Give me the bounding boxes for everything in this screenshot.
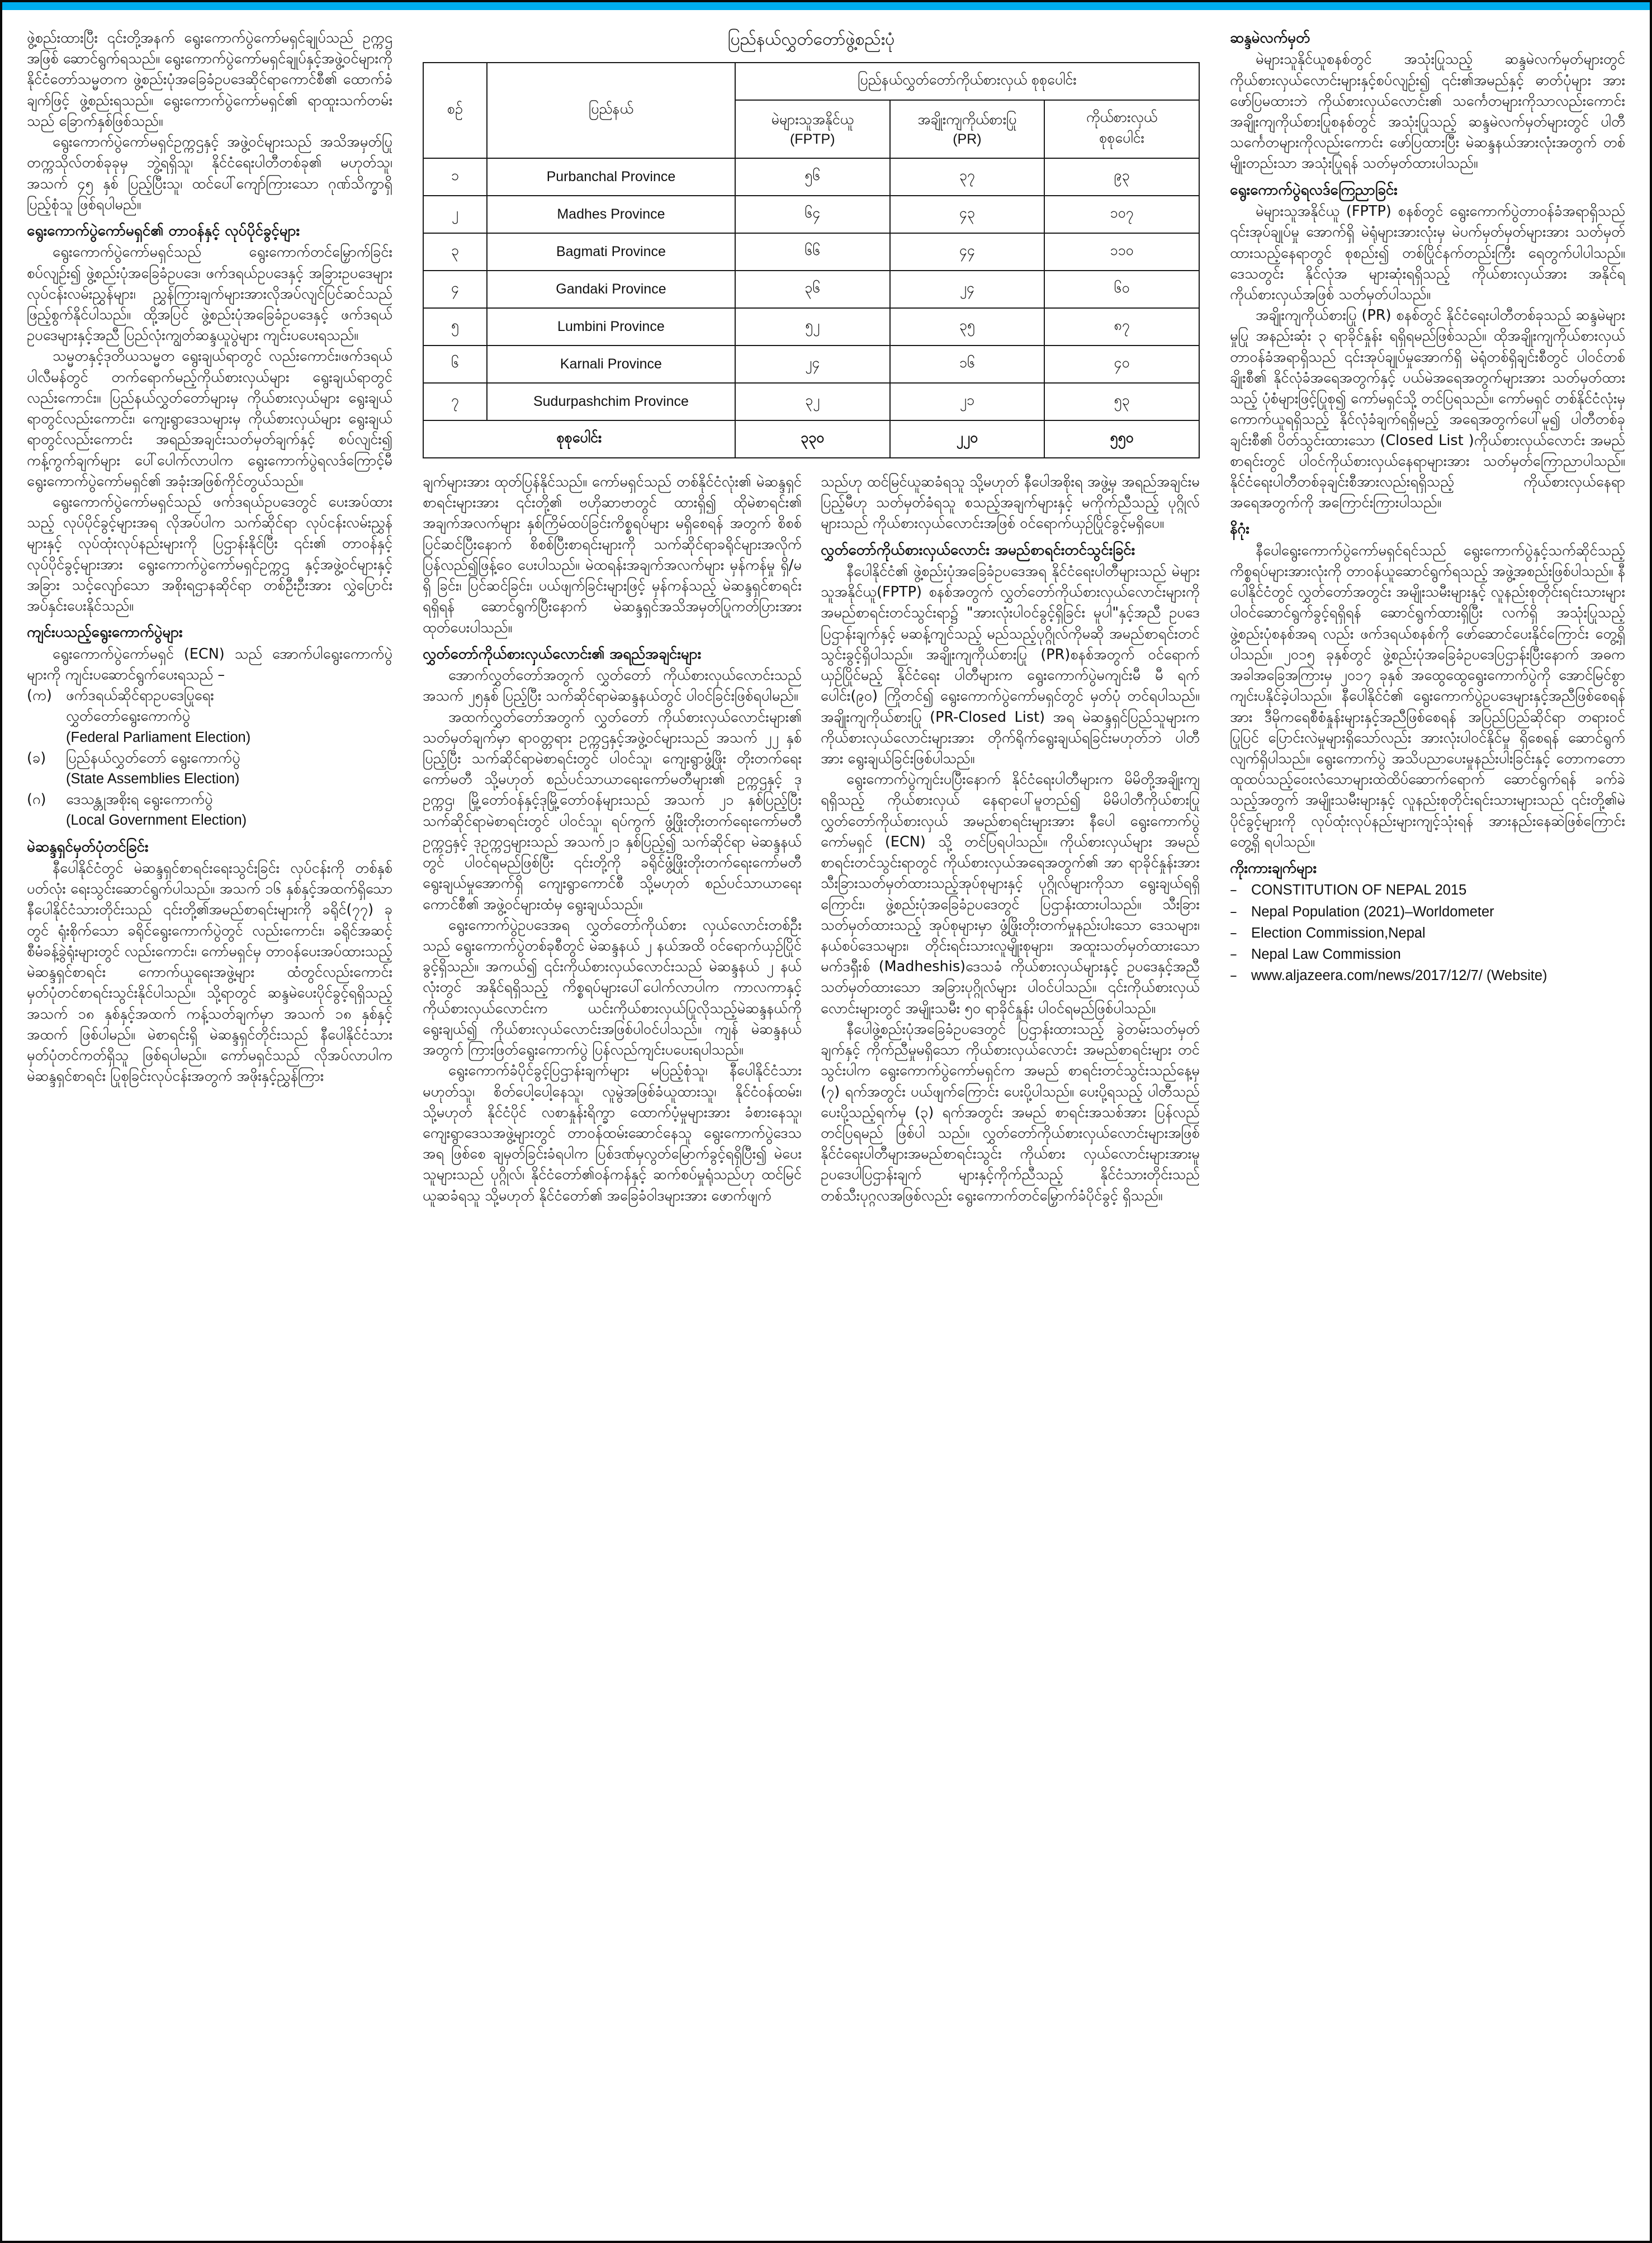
list-marker: (ခ)	[27, 749, 46, 766]
cell-total-fptp: ၃၃၀	[735, 420, 890, 458]
mid-left-paragraph-2: အောက်လွှတ်တော်အတွက် လွှတ်တော် ကိုယ်စားလှယ်လောင်းသည် အသက် ၂၅နှစ် ပြည့်ပြီး သက်ဆိုင်ရာမဲဆန္ဒနယ်တွင် ပါဝင်ခြင်းဖြစ်ရပါမည်။	[422, 667, 802, 705]
reference-item	[1230, 944, 1625, 965]
heading-ecn-duties: ရွေးကောက်ပွဲကော်မရှင်၏ တာဝန်နှင့် လုပ်ပိုင်ခွင့်များ	[27, 222, 300, 239]
mid-left-paragraph-3: အထက်လွှတ်တော်အတွက် လွှတ်တော် ကိုယ်စားလှယ်လောင်းများ၏ သတ်မှတ်ချက်မှာ ရာဝတ္တရား ဥက္ကဌနှင့်အဖွဲ့ဝင်များသည် အသက် ၂၂ နှစ်ပြည့်ပြီး သက်ဆိုင်ရာမဲစာရင်းတွင် ပါဝင်သူ၊ ကျေးရွာဖွံ့ဖြိုး တိုးတက်ရေးကော်မတီ သို့မဟုတ် စည်ပင်သာယာရေးကော်မတီများ၏ ဥက္ကဌနှင့် ဒုဥက္ကဌ၊ မြို့တော်ဝန်နှင့်ဒုမြို့တော်ဝန်များသည် အသက် ၂၁ နှစ်ပြည့်ပြီး သက်ဆိုင်ရာမဲစာရင်းတွင် ပါဝင်သူ၊ ရပ်ကွက် ဖွံ့ဖြိုးတိုးတက်ရေးကော်မတီဥက္ကဌနှင့် ဒုဥက္ကဌများသည် အသက်၂၁ နှစ်ပြည့်၍ သက်ဆိုင်ရာ မဲဆန္ဒနယ်တွင် ပါဝင်ရမည်ဖြစ်ပြီး ၎င်းတို့ကို ခရိုင်ဖွံ့ဖြိုးတိုးတက်ရေးကော်မတီ ရွေးချယ်မှုအောက်ရှိ ကျေးရွာကောင်စီ သို့မဟုတ် စည်ပင်သာယာရေး ကောင်စီ၏ အဖွဲ့ဝင်များထံမှ ရွေးချယ်သည်။	[422, 708, 802, 913]
heading-voter-registration: မဲဆန္ဒရှင်မှတ်ပုံတင်ခြင်း	[27, 838, 149, 855]
reference-dash: –	[1229, 882, 1237, 899]
column-header-total-line2: စုစုပေါင်း	[1099, 130, 1144, 146]
cell-fptp: ၃၆	[735, 271, 890, 308]
table-body	[423, 158, 1199, 458]
list-line: ဖက်ဒရယ်ဆိုင်ရာဥပဒေပြုရေး	[66, 687, 214, 704]
cell-no: ၁	[423, 158, 487, 196]
reference-text: Election Commission,Nepal	[1251, 925, 1426, 941]
table-header-row-1	[423, 63, 1199, 100]
table-row	[423, 346, 1199, 383]
cell-total-label: စုစုပေါင်း	[423, 420, 735, 458]
column-header-fptp	[735, 100, 890, 158]
column-header-pr-line1: အချိုးကျကိုယ်စားပြု	[917, 111, 1017, 127]
middle-right-subcolumn	[821, 472, 1200, 1206]
left-paragraph-7: နီပေါနိုင်ငံတွင် မဲဆန္ဒရှင်စာရင်းရေးသွင်းခြင်း လုပ်ငန်းကို တစ်နှစ်ပတ်လုံး ရေးသွင်းဆောင်ရွက်ပါသည်။ အသက် ၁၆ နှစ်နှင့်အထက်ရှိသော နီပေါနိုင်ငံသားတိုင်းသည် ၎င်းတို့၏အမည်စာရင်းများကို ခရိုင်(၇၇) ခုတွင် ရုံးစိုက်သော ခရိုင်ရွေးကောက်ပွဲတွင် လည်းကောင်း၊ ခရိုင်အဆင့် စီမံခန့်ခွဲရုံးများတွင် လည်းကောင်း၊ ကော်မရှင်မှ တာဝန်ပေးအပ်ထားသည့် မဲဆန္ဒရှင်စာရင်း ကောက်ယူရေးအဖွဲ့များ ထံတွင်လည်းကောင်း မှတ်ပုံတင်စာရင်းသွင်းနိုင်ပါသည်။ သို့ရာတွင် ဆန္ဒမဲပေးပိုင်ခွင့်ရရှိသည့် အသက် ၁၈ နှစ်နှင့်အထက် ကန့်သတ်ချက်မှာ အသက် ၁၈ နှစ်နှင့်အထက် ဖြစ်ပါမည်။ မဲစာရင်းရှိ မဲဆန္ဒရှင်တိုင်းသည် နီပေါနိုင်ငံသားမှတ်ပုံတင်ကတ်ရှိသူ ဖြစ်ရပါမည်။ ကော်မရှင်သည် လိုအပ်လာပါက မဲဆန္ဒရှင်စာရင်း ပြုစုခြင်းလုပ်ငန်းအတွက် အဖိုးနှင့်ညွှန်ကြား	[27, 860, 392, 1085]
middle-column	[408, 28, 1214, 1206]
heading-ballot-paper: ဆန္ဒမဲလက်မှတ်	[1229, 30, 1310, 46]
table-row	[423, 308, 1199, 346]
mid-left-paragraph-1: ချက်များအား ထုတ်ပြန်နိုင်သည်။ ကော်မရှင်သည် တစ်နိုင်ငံလုံး၏ မဲဆန္ဒရှင်စာရင်းများအား ၎င်းတို့၏ ဗဟိုဆာဗာတွင် ထားရှိ၍ ထိုမဲစာရင်း၏ အချက်အလက်များ နှစ်ကြိမ်ထပ်ခြင်းကိစ္စရပ်များ မရှိစေရန် အတွက် စိစစ်ပြင်ဆင်ပြီးနောက် စိစစ်ပြီးစာရင်းများကို သက်ဆိုင်ရာခရိုင်များအလိုက် ပြန်လည်၍ဖြန့်ဝေ ပေးပါသည်။ မဲထရန်းအချက်အလက်များ မှန်ကန်မှု ရှိ/မရှိ ခြင်း၊ ပြင်ဆင်ခြင်း၊ ပယ်ဖျက်ခြင်းများဖြင့် မှန်ကန်သည့် မဲဆန္ဒရှင်စာရင်းရရှိရန် ဆောင်ရွက်ပြီးနောက် မဲဆန္ဒရှင်အသိအမှတ်ပြုကတ်ပြားအား ထုတ်ပေးပါသည်။	[422, 474, 802, 636]
middle-left-subcolumn	[423, 472, 802, 1206]
reference-item	[1230, 879, 1625, 901]
cell-pr: ၃၇	[890, 158, 1045, 196]
column-header-pr	[890, 100, 1045, 158]
heading-result-announcement: ရွေးကောက်ပွဲရလဒ်ကြေညာခြင်း	[1229, 181, 1398, 198]
cell-no: ၅	[423, 308, 487, 346]
reference-text: Nepal Law Commission	[1251, 947, 1401, 963]
cell-pr: ၁၆	[890, 346, 1045, 383]
cell-pr: ၂၄	[890, 271, 1045, 308]
table-row	[423, 271, 1199, 308]
cell-no: ၂	[423, 196, 487, 233]
column-group-header-total-reps: ပြည်နယ်လွှတ်တော်ကိုယ်စားလှယ် စုစုပေါင်း	[735, 63, 1199, 100]
reference-text: Nepal Population (2021)–Worldometer	[1251, 903, 1494, 920]
heading-conclusion: နိဂုံး	[1229, 520, 1249, 538]
middle-text-split	[423, 472, 1200, 1206]
cell-province: Gandaki Province	[487, 271, 735, 308]
heading-candidate-nomination: လွှတ်တော်ကိုယ်စားလှယ်လောင်း အမည်စာရင်းတင်သွင်းခြင်း	[820, 541, 1135, 559]
list-body	[66, 748, 392, 769]
right-paragraph-2: မဲများသူအနိုင်ယူ (FPTP) စနစ်တွင် ရွေးကောက်ပွဲတာဝန်ခံအရာရှိသည် ၎င်းအုပ်ချုပ်မှု အောက်ရှိ မဲရုံများအားလုံးမှ မဲပက်မှတ်မှတ်များအား သတ်မှတ်ထားသည့်နေရာတွင် စုစည်း၍ တစ်ပြိုင်နက်တည်းကြီး ရေတွက်ပါပါသည်။ ဒေသတွင်း နိုင်လုံအ များဆုံးရရှိသည့် ကိုယ်စားလှယ်အား အနိုင်ရကိုယ်စားလှယ်အဖြစ် သတ်မှတ်ပါသည်။	[1229, 203, 1625, 303]
right-column	[1214, 28, 1625, 1206]
table-row	[423, 158, 1199, 196]
cell-fptp: ၆၄	[735, 196, 890, 233]
left-paragraph-6: ရွေးကောက်ပွဲကော်မရှင် (ECN) သည် အောက်ပါရွေးကောက်ပွဲများကို ကျင်းပဆောင်ရွက်ပေးရသည် –	[27, 645, 392, 683]
cell-province: Sudurpashchim Province	[487, 383, 735, 420]
mid-right-paragraph-2: နီပေါနိုင်ငံ၏ ဖွဲ့စည်းပုံအခြေခံဥပဒေအရ နိုင်ငံရေးပါတီများသည် မဲများသူအနိုင်ယူ(FPTP) စနစ်အတွက် လွှတ်တော်ကိုယ်စားလှယ်လောင်းများကို အမည်စာရင်းတင်သွင်းရာ၌ "အားလုံးပါဝင်ခွင့်ရှိခြင်း မူပါ"နှင့်အညီ ဥပဒေပြဌာန်းချက်နှင့် မဆန့်ကျင်သည့် မည်သည့်ပုဂ္ဂိုလ်ကိုမဆို အမည်စာရင်းတင်သွင်းခွင့်ရှိပါသည်။ အချိုးကျကိုယ်စားပြု (PR)စနစ်အတွက် ဝင်ရောက်ယှဉ်ပြိုင်မည့် နိုင်ငံရေး ပါတီများက ရွေးကောက်ပွဲမကျင်းမီ မီ ရက်ပေါင်း(၉၀) ကြိုတင်၍ ရွေးကောက်ပွဲကော်မရှင်တွင် မှတ်ပုံ တင်ရပါသည်။ အချိုးကျကိုယ်စားပြု (PR-Closed List) အရ မဲဆန္ဒရှင်ပြည်သူများက ကိုယ်စားလှယ်လောင်းများအား တိုက်ရိုက်ရွေးချယ်ရခြင်းမဟုတ်ဘဲ ပါတီအား ရွေးချယ်ခြင်းဖြစ်ပါသည်။	[820, 563, 1200, 768]
mid-right-paragraph-3: ရွေးကောက်ပွဲကျင်းပပြီးနောက် နိုင်ငံရေးပါတီများက မိမိတို့အချိုးကျရရှိသည့် ကိုယ်စားလှယ် နေရာပေါ်မူတည်၍ မိမိပါတီကိုယ်စားပြု လွှတ်တော်ကိုယ်စားလှယ် အမည်စာရင်းများအား နီပေါ ရွေးကောက်ပွဲကော်မရှင် (ECN) သို့ တင်ပြရပါသည်။ ကိုယ်စားလှယ်များ အမည်စာရင်းတင်သွင်းရာတွင် ကိုယ်စားလှယ်အရေအတွက်၏ အာ ရာခိုင်နှုန်းအား သီးခြားသတ်မှတ်ထားသည့်အုပ်စုများနှင့် ပုဂ္ဂိုလ်များကိုသာ ရွေးချယ်ရရှိကြောင်း၊ ဖွဲ့စည်းပုံအခြေခံဥပဒေတွင် ပြဌာန်းထားပါသည်။ သီးခြားသတ်မှတ်ထားသည့် အုပ်စုများမှာ ဖွံ့ဖြိုးတိုးတက်မှုနည်းပါးသော ဒေသများ၊ နယ်စပ်ဒေသများ၊ တိုင်းရင်းသားလူမျိုးစုများ၊ အထူးသတ်မှတ်ထားသော မက်ဒရှီးစ် (Madheshis)ဒေသခံ ကိုယ်စားလှယ်များနှင့် ဥပဒေနှင့်အညီ သတ်မှတ်ထားသော အခြားပုဂ္ဂိုလ်များ ပါဝင်ပါသည်။ ၎င်းကိုယ်စားလှယ်လောင်းများတွင် အမျိုးသမီး ၅၀ ရာခိုင်နှုန်း ပါဝင်ရမည်ဖြစ်ပါသည်။	[820, 771, 1200, 1017]
cell-total: ၁၁၀	[1044, 233, 1199, 271]
column-header-fptp-line2: (FPTP)	[789, 131, 835, 147]
heading-elections-held: ကျင်းပသည့်ရွေးကောက်ပွဲများ	[27, 624, 183, 641]
reference-item	[1230, 922, 1625, 944]
list-item	[27, 789, 392, 810]
province-representation-table	[423, 62, 1200, 458]
mid-left-paragraph-4: ရွေးကောက်ပွဲဥပဒေအရ လွှတ်တော်ကိုယ်စား လှယ်လောင်းတစ်ဦးသည် ရွေးကောက်ပွဲတစ်ခုစီတွင် မဲဆန္ဒနယ် ၂ နယ်အထိ ဝင်ရောက်ယှဉ်ပြိုင်ခွင့်ရှိသည်။ အကယ်၍ ၎င်းကိုယ်စားလှယ်လောင်းသည် မဲဆန္ဒနယ် ၂ နယ်လုံးတွင် အနိုင်ရရှိသည့် ကိစ္စရပ်များပေါ်ပေါက်လာပါက ကာလကာနှင့် ကိုယ်စားလှယ်လောင်းက ယင်းကိုယ်စားလှယ်ပြုလိုသည့်မဲဆန္ဒနယ်ကို ရွေးချယ်၍ ကိုယ်စားလှယ်လောင်းအဖြစ်ပါဝင်ပါသည်။ ကျန် မဲဆန္ဒနယ်အတွက် ကြားဖြတ်ရွေးကောက်ပွဲ ပြန်လည်ကျင်းပပေးရပါသည်။	[422, 916, 802, 1059]
heading-candidate-qualifications: လွှတ်တော်ကိုယ်စားလှယ်လောင်း၏ အရည်အချင်းများ	[422, 645, 702, 663]
cell-no: ၃	[423, 233, 487, 271]
cell-pr: ၂၁	[890, 383, 1045, 420]
cell-total-all: ၅၅၀	[1044, 420, 1199, 458]
cell-total: ၈၇	[1044, 308, 1199, 346]
left-paragraph-2: ရွေးကောက်ပွဲကော်မရှင်ဥက္ကဌနှင့် အဖွဲ့ဝင်များသည် အသိအမှတ်ပြုတက္ကသိုလ်တစ်ခုခုမှ ဘွဲ့ရရှိသူ၊ နိုင်ငံရေးပါတီတစ်ခု၏ မဟုတ်သူ၊ အသက် ၄၅ နှစ် ပြည့်ပြီးသူ၊ ထင်ပေါ်ကျော်ကြားသော ဂုဏ်သိက္ခာရှိပြည့်စုံသူ ဖြစ်ရပါမည်။	[27, 134, 392, 213]
left-column	[27, 28, 408, 1206]
cell-total-pr: ၂၂၀	[890, 420, 1045, 458]
column-header-pr-line2: (PR)	[953, 131, 982, 147]
left-paragraph-1: ဖွဲ့စည်းထားပြီး ၎င်းတို့အနက် ရွေးကောက်ပွဲကော်မရှင်ချုပ်သည် ဥက္ကဌအဖြစ် ဆောင်ရွက်ရသည်။ ရွေးကောက်ပွဲကော်မရှင်ချုပ်နှင့်အဖွဲ့ဝင်များကို နိုင်ငံတော်သမ္မတက ဖွဲ့စည်းပုံအခြေခံဥပဒေဆိုင်ရာကောင်စီ၏ ထောက်ခံချက်ဖြင့် ဖွဲ့စည်းရသည်။ ရွေးကောက်ပွဲကော်မရှင်၏ ရာထူးသက်တမ်းသည် ခြောက်နှစ်ဖြစ်သည်။	[27, 30, 392, 130]
cell-total: ၄၀	[1044, 346, 1199, 383]
reference-dash: –	[1229, 924, 1237, 941]
cell-province: Madhes Province	[487, 196, 735, 233]
cell-pr: ၄၃	[890, 196, 1045, 233]
list-item	[27, 685, 392, 706]
cell-fptp: ၃၂	[735, 383, 890, 420]
accent-top-bar	[2, 2, 1650, 10]
list-marker: (က)	[27, 687, 52, 704]
column-header-fptp-line1: မဲများသူအနိုင်ယူ	[771, 111, 854, 127]
list-marker: (ဂ)	[27, 791, 46, 808]
mid-right-paragraph-4: နီပေါဖွဲ့စည်းပုံအခြေခံဥပဒေတွင် ပြဌာန်းထားသည့် ခွဲတမ်းသတ်မှတ်ချက်နှင့် ကိုက်ညီမှုမရှိသော ကိုယ်စားလှယ်လောင်း အမည်စာရင်းများ တင်သွင်းပါက ရွေးကောက်ပွဲကော်မရှင်က အမည် စာရင်းတင်သွင်းသည်နေ့မှ (၇) ရက်အတွင်း ပယ်ဖျက်ကြောင်း ပေးပို့ပါသည်။ ပေးပို့ရသည့် ပါတီသည် ပေးပို့သည့်ရက်မှ (၃) ရက်အတွင်း အမည် စာရင်းအသစ်အား ပြန်လည်တင်ပြရမည် ဖြစ်ပါ သည်။ လွှတ်တော်ကိုယ်စားလှယ်လောင်းများအဖြစ် နိုင်ငံရေးပါတီများအမည်စာရင်းသွင်း ကိုယ်စား လှယ်လောင်းများအားမူ ဥပဒေပါပြဌာန်းချက် များနှင့်ကိုက်ညီသည့် နိုင်ငံသားတိုင်းသည် တစ်သီးပုဂ္ဂလအဖြစ်လည်း ရွေးကောက်တင်မြှောက်ခံပိုင်ခွင့် ရှိသည်။	[820, 1020, 1200, 1204]
three-column-layout	[2, 2, 1650, 1223]
cell-fptp: ၅၆	[735, 158, 890, 196]
left-paragraph-4: သမ္မတနှင့်ဒုတိယသမ္မတ ရွေးချယ်ရာတွင် လည်းကောင်း၊ဖက်ဒရယ်ပါလီမန်တွင် တက်ရောက်မည့်ကိုယ်စားလှယ်များ ရွေးချယ်ရာတွင် လည်းကောင်း။ ပြည်နယ်လွှတ်တော်များမှ ကိုယ်စားလှယ်များ ရွေးချယ်ရာတွင်လည်းကောင်း၊ ကျေးရွာဒေသများမှ ကိုယ်စားလှယ်များ ရွေးချယ်ရာတွင်လည်းကောင်း အရည်အချင်းသတ်မှတ်ချက်နှင့် စပ်လျင်း၍ ကန့်ကွက်ချက်များ ပေါ်ပေါက်လာပါက ရွေးကောက်ပွဲရလဒ်ကြောင့်မီ ရွေးကောက်ပွဲကော်မရှင်၏ အခုံးအဖြစ်ကိုင်တွယ်သည်။	[27, 348, 392, 490]
cell-total: ၉၃	[1044, 158, 1199, 196]
cell-total: ၅၃	[1044, 383, 1199, 420]
cell-province: Lumbini Province	[487, 308, 735, 346]
cell-pr: ၃၅	[890, 308, 1045, 346]
list-line-english: (Federal Parliament Election)	[66, 729, 251, 745]
list-line: လွှတ်တော်ရွေးကောက်ပွဲ	[66, 708, 191, 725]
table-total-row	[423, 420, 1199, 458]
list-line-english: (State Assemblies Election)	[66, 771, 240, 787]
cell-province: Bagmati Province	[487, 233, 735, 271]
cell-no: ၇	[423, 383, 487, 420]
list-line: ဒေသန္တုအစိုးရ ရွေးကောက်ပွဲ	[66, 791, 213, 808]
table-row	[423, 233, 1199, 271]
table-row	[423, 383, 1199, 420]
mid-left-paragraph-5: ရွေးကောက်ခံပိုင်ခွင့်ပြဌာန်းချက်များ မပြည့်စုံသူ၊ နီပေါနိုင်ငံသားမဟုတ်သူ၊ စိတ်ပေါ့ပေါ့နေသူ၊ လူမွဲအဖြစ်ခံယူထားသူ၊ နိုင်ငံဝန်ထမ်း၊ သို့မဟုတ် နိုင်ငံပိုင် လစာနှုန်းရိက္ခာ ထောက်ပံ့မှုများအား ခံစားနေသူ၊ ကျေးရွာဒေသအဖွဲ့များတွင် တာဝန်ထမ်းဆောင်နေသူ ရွေးကောက်ပွဲဒေသအရ ဖြစ်စေ ချမှတ်ခြင်းခံရပါက ပြစ်ဒဏ်မှလွတ်မြောက်ခွင့်ရရှိပြီး၍ မဲပေးသူများသည် ပုဂ္ဂိုလ်၊ နိုင်ငံတော်၏ဝန်ကန်နှင့် ဆက်စပ်မှုရုံသည်ဟု ထင်မြင်ယူဆခံရသူ သို့မဟုတ် နိုင်ငံတော်၏ အခြေခံဝါဒများအား ဖောက်ဖျက်	[422, 1062, 802, 1204]
cell-fptp: ၅၂	[735, 308, 890, 346]
right-paragraph-4: နီပေါရွေးကောက်ပွဲကော်မရှင်ရင်သည် ရွေးကောက်ပွဲနှင့်သက်ဆိုင်သည့် ကိစ္စရပ်များအားလုံးကို တာဝန်ယူဆောင်ရွက်ရသည့် အဖွဲ့အစည်းဖြစ်ပါသည်။ နီပေါနိုင်ငံတွင် လွှတ်တော်အတွင်း အမျိုးသမီးများနှင့် လူနည်းစုတိုင်းရင်းသားများ ပါဝင်ဆောင်ရွက်ခွင့်ရရှိရန် ဆောင်ရွက်ထားရှိပြီး လက်ရှိ အသုံးပြုသည့် ဖွဲ့စည်းပုံစနစ်အရ လည်း ဖက်ဒရယ်စနစ်ကို ဖော်ဆောင်ပေးနိုင်ကြောင်း တွေ့ရှိပါသည်။ ၂၀၁၅ ခုနှစ်တွင် ဖွဲ့စည်းပုံအခြေခံဥပဒေပြဌာန်းပြီးနောက် အဓက အခါအခြေအကြားမှ ၂၀၁၇ ခုနှစ် အထွေထွေရွေးကောက်ပွဲကို အောင်မြင်စွာ ကျင်းပနိုင်ခဲ့ပါသည်။ နီပေါနိုင်ငံ၏ ရွေးကောက်ပွဲဥပဒေများနှင့်အညီဖြစ်စေရန် အား ဒီမိုကရေစီစံနှုန်းများနှင့်အညီဖြစ်စေရန် အပြည်ပြည်ဆိုင်ရာ တရားဝင်ပြုပြင် ပြောင်းလဲမှုများရှိသော်လည်း အားလုံးပါဝင်နိုင်မှု ရှိစေရန် ဆောင်ရွက်လျက်ရှိပါသည်။ ရွေးကောက်ပွဲ အသိပညာပေးမှုနည်းပါးခြင်းနှင့် တောကတော ထူထပ်သည့်ဝေးလံသောများထဲထိပ်ဆောက်ရောက် ဆောင်ရွက်ရန် ခက်ခဲသည့်အတွက် အမျိုးသမီးများနှင့် လူနည်းစုတိုင်းရင်းသားများသည် ၎င်းတို့၏မဲပိုင်ခွင့်များကို လုပ်ထုံးလုပ်နည်းများကျင့်သုံးရန် အားနည်းနေဆဲဖြစ်ကြောင်း တွေ့ရှိ ရပါသည်။	[1229, 542, 1625, 850]
list-line-english: (Local Government Election)	[66, 812, 247, 829]
reference-dash: –	[1229, 946, 1237, 963]
right-paragraph-3: အချိုးကျကိုယ်စားပြု (PR) စနစ်တွင် နိုင်ငံရေးပါတီတစ်ခုသည် ဆန္ဒမဲများမှုပြု အနည်းဆုံး ၃ ရာခိုင်နှုန်း ရရှိရမည်ဖြစ်သည်။ ထိုအချိုးကျကိုယ်စားလှယ်တာဝန်ခံအရာရှိသည် ၎င်းအုပ်ချုပ်မှုအောက်ရှိ မဲရုံတစ်ရှိချင်းစီတွင် ပါဝင်တစ်ချိုးစီ၏ နိုင်လုံခံအရေအတွက်နှင့် ပယ်မဲအရေအတွက်များအား သတ်မှတ်ထားသည့် ပုံစံများဖြင့်ပြုစု၍ ကော်မရှင်သို့ တင်ပြရသည်။ ကော်မရှင် တစ်နိုင်ငံလုံးမှ ကောက်ယူရရှိသည့် နိုင်လုံခံချက်ရရှိမည့် အရေအတွက်ပေါ်မူ၍ ပါတီတစ်ခုချင်းစီ၏ ပိတ်သွင်းထားသော (Closed List )ကိုယ်စားလှယ်လောင်း အမည်စာရင်းတွင် ပါဝင်ကိုယ်စားလှယ်နေရာများအား သတ်မှတ်ကြောညာပါသည်။ နိုင်ငံရေးပါတီတစ်ခုချင်းစီအားလည်းရရှိသည့် ကိုယ်စားလှယ်နေရာအရေအတွက်ကို အကြောင်းကြားပါသည်။	[1229, 307, 1625, 512]
cell-fptp: ၆၆	[735, 233, 890, 271]
right-paragraph-1: မဲများသူနိုင်ယူစနစ်တွင် အသုံးပြုသည့် ဆန္ဒမဲလက်မှတ်များတွင် ကိုယ်စားလှယ်လောင်းများနှင့်စပ်လျဉ်း၍ ၎င်း၏အမည်နှင့် ဓာတ်ပုံများ အား ဖော်ပြမထားဘဲ ကိုယ်စားလှယ်လောင်း၏ သင်္ကေတများကိုသာလည်းကောင်း အချိုးကျကိုယ်စားပြုစနစ်တွင် အသုံးပြုသည့် ဆန္ဒမဲလက်မှတ်များတွင် ပါတီသင်္ကေတများကိုလည်းကောင်း ဖော်ပြထားပြီး မဲဆန္ဒနယ်အားလုံးအတွက် တစ်မျိုးတည်းသာ အသုံးပြုရန် သတ်မှတ်ထားပါသည်။	[1229, 51, 1625, 172]
list-line: ပြည်နယ်လွှတ်တော် ရွေးကောက်ပွဲ	[66, 749, 240, 766]
list-body	[66, 685, 392, 706]
reference-item	[1230, 901, 1625, 922]
list-item	[27, 748, 392, 769]
table-row	[423, 196, 1199, 233]
cell-province: Purbanchal Province	[487, 158, 735, 196]
column-header-total-line1: ကိုယ်စားလှယ်	[1086, 109, 1158, 125]
reference-dash: –	[1229, 967, 1237, 985]
reference-text: CONSTITUTION OF NEPAL 2015	[1251, 882, 1467, 898]
column-header-province: ပြည်နယ်	[487, 63, 735, 158]
heading-references: ကိုးကားချက်များ	[1229, 860, 1317, 877]
reference-item	[1230, 965, 1625, 986]
cell-pr: ၄၄	[890, 233, 1045, 271]
column-header-total	[1044, 100, 1199, 158]
cell-no: ၆	[423, 346, 487, 383]
cell-total: ၁၀၇	[1044, 196, 1199, 233]
reference-dash: –	[1229, 903, 1237, 920]
list-body	[66, 789, 392, 810]
left-paragraph-3: ရွေးကောက်ပွဲကော်မရှင်သည် ရွေးကောက်တင်မြှောက်ခြင်းစပ်လျဉ်း၍ ဖွဲ့စည်းပုံအခြေခံဥပဒေ၊ ဖက်ဒရယ်ဥပဒေနှင့် အခြားဥပဒေများ လုပ်ငန်းလမ်းညွှန်များ၊ ညွှန်ကြားချက်များအားလိုအပ်လျင်ပြင်ဆင်သည်ဖြည့်စွက်နိုင်ပါသည်။ ထို့အပြင် ဖွဲ့စည်းပုံအခြေခံဥပဒေနှင့် ဖက်ဒရယ်ဥပဒေများနှင့်အညီ ပြည်လုံးကျွတ်ဆန္ဒယူပွဲများ ကျင်းပပေးရသည်။	[27, 244, 392, 344]
cell-no: ၄	[423, 271, 487, 308]
left-paragraph-5: ရွေးကောက်ပွဲကော်မရှင်သည် ဖက်ဒရယ်ဥပဒေတွင် ပေးအပ်ထားသည့် လုပ်ပိုင်ခွင့်များအရ လိုအပ်ပါက သက်ဆိုင်ရာ လုပ်ငန်းလမ်းညွှန်များနှင့် လုပ်ထုံးလုပ်နည်းများကို ပြဌာန်းနိုင်ပြီး ၎င်း၏ တာဝန်နှင့်လုပ်ပိုင်ခွင့်များအား ရွေးကောက်ပွဲကော်မရှင်ဥက္ကဌ နှင့်အဖွဲ့ဝင်များနှင့် အခြား သင့်လျော်သော အစိုးရဌာနဆိုင်ရာ တစ်ဦးဦးအား လွှဲပြောင်းအပ်နှင်းပေးနိုင်သည်။	[27, 493, 392, 615]
mid-right-paragraph-1: သည်ဟု ထင်မြင်ယူဆခံရသူ သို့မဟုတ် နီပေါအစိုးရ အဖွဲ့မှ အရည်အချင်းမပြည့်မီဟု သတ်မှတ်ခံရသူ စသည့်အချက်များနှင့် မကိုက်ညီသည့် ပုဂ္ဂိုလ်များသည် ကိုယ်စားလှယ်လောင်းအဖြစ် ဝင်ရောက်ယှဉ်ပြိုင်ခွင့်မရှိပေ။	[820, 474, 1200, 532]
column-header-no: စဉ်	[423, 63, 487, 158]
cell-province: Karnali Province	[487, 346, 735, 383]
cell-total: ၆၀	[1044, 271, 1199, 308]
reference-text: www.aljazeera.com/news/2017/12/7/ (Website)	[1251, 968, 1547, 984]
cell-fptp: ၂၄	[735, 346, 890, 383]
table-title: ပြည်နယ်လွှတ်တော်ဖွဲ့စည်းပုံ	[727, 30, 895, 49]
